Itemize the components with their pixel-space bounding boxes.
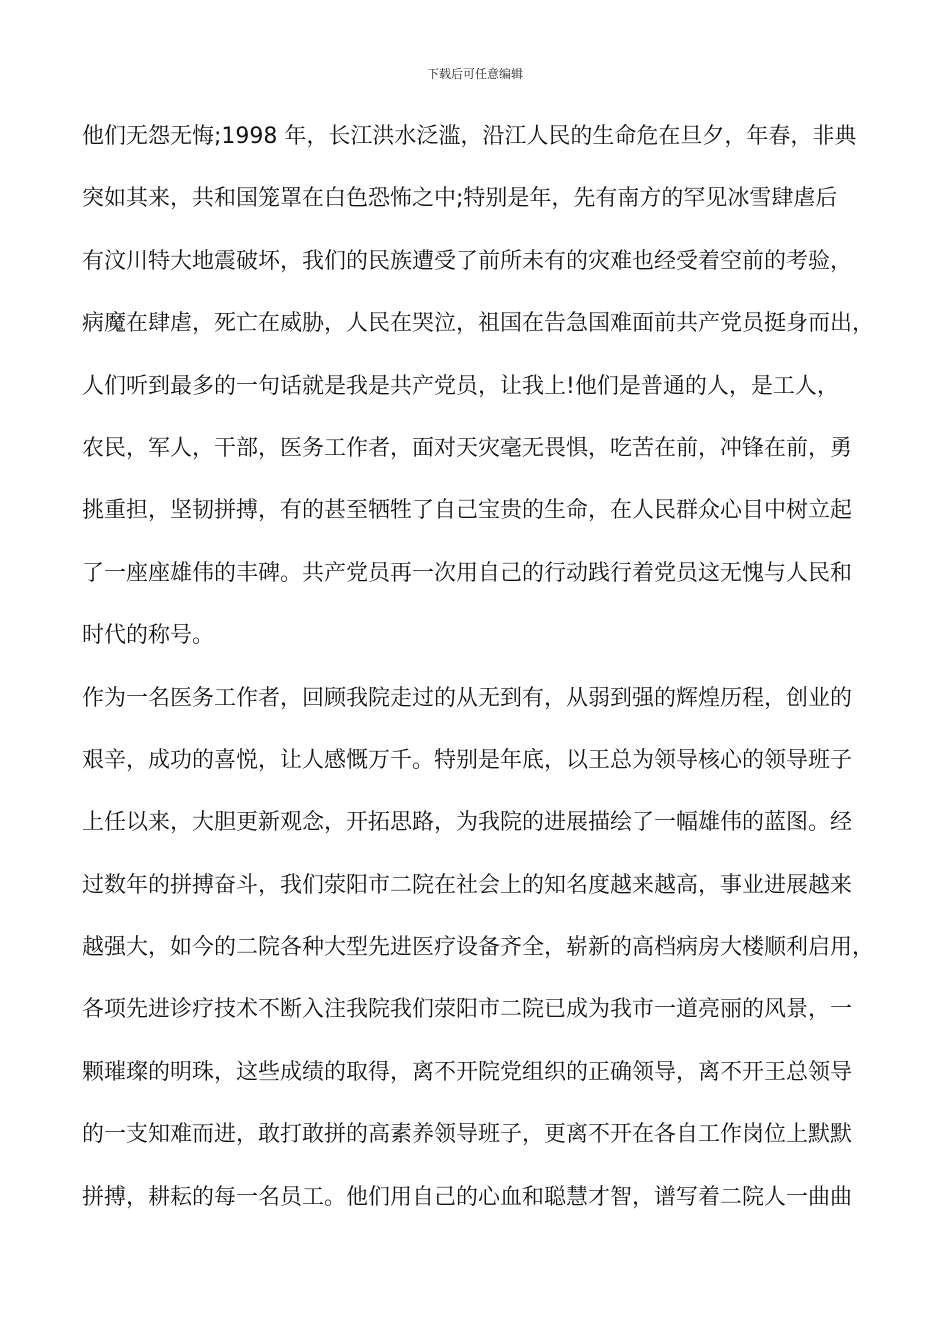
text-line: 他们无怨无悔;1998 年，长江洪水泛滥，沿江人民的生命危在旦夕，年春，非典 <box>82 124 857 149</box>
text-line: 了一座座雄伟的丰碑。共产党员再一次用自己的行动践行着党员这无愧与人民和 <box>82 560 853 586</box>
text-line: 有汶川特大地震破坏，我们的民族遭受了前所未有的灾难也经受着空前的考验， <box>82 248 853 274</box>
text-line: 艰辛，成功的喜悦，让人感慨万千。特别是年底，以王总为领导核心的领导班子 <box>82 747 853 773</box>
text-line: 农民，军人，干部，医务工作者，面对天灾毫无畏惧，吃苦在前，冲锋在前，勇 <box>82 435 853 461</box>
text-line: 挑重担，坚韧拼搏，有的甚至牺牲了自己宝贵的生命，在人民群众心目中树立起 <box>82 498 853 524</box>
text-line: 突如其来，共和国笼罩在白色恐怖之中;特别是年，先有南方的罕见冰雪肆虐后 <box>82 186 838 212</box>
text-line: 时代的称号。 <box>82 623 215 649</box>
page-header: 下载后可任意编辑 <box>426 67 523 81</box>
text-line: 作为一名医务工作者，回顾我院走过的从无到有，从弱到强的辉煌历程，创业的 <box>82 685 853 711</box>
text-line: 颗璀璨的明珠，这些成绩的取得，离不开院党组织的正确领导，离不开王总领导 <box>82 1059 853 1085</box>
text-line: 病魔在肆虐，死亡在威胁，人民在哭泣，祖国在告急国难面前共产党员挺身而出， <box>82 311 875 337</box>
text-line: 拼搏，耕耘的每一名员工。他们用自己的心血和聪慧才智，谱写着二院人一曲曲 <box>82 1184 853 1210</box>
text-line: 各项先进诊疗技术不断入注我院我们荥阳市二院已成为我市一道亮丽的风景，一 <box>82 997 853 1023</box>
text-line: 越强大，如今的二院各种大型先进医疗设备齐全，崭新的高档病房大楼顺利启用， <box>82 935 875 961</box>
text-line: 人们听到最多的一句话就是我是共产党员，让我上!他们是普通的人，是工人， <box>82 373 839 399</box>
text-line: 上任以来，大胆更新观念，开拓思路，为我院的进展描绘了一幅雄伟的蓝图。经 <box>82 810 853 836</box>
text-line: 过数年的拼搏奋斗，我们荥阳市二院在社会上的知名度越来越高，事业进展越来 <box>82 872 853 898</box>
document-body <box>82 113 882 1236</box>
text-line: 的一支知难而进，敢打敢拼的高素养领导班子，更离不开在各自工作岗位上默默 <box>82 1122 853 1148</box>
